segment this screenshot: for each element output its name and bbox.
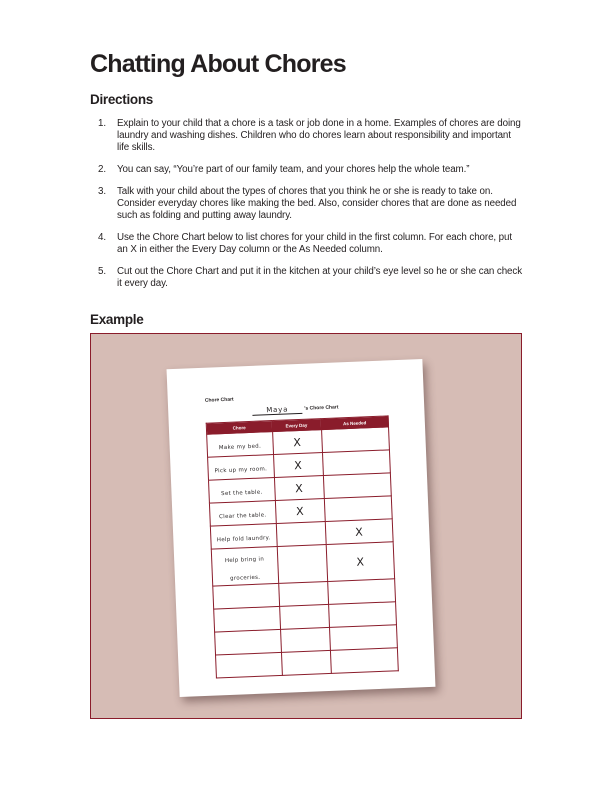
step-text: Explain to your child that a chore is a task or job done in a home. Examples of chores are doing laundry and washing dishes. Children who do chores learn about responsibility and important life skills. xyxy=(117,118,521,153)
every-day-cell xyxy=(273,453,323,478)
step-number: 2. xyxy=(98,164,106,175)
column-header-as-needed: As Needed xyxy=(321,416,389,430)
as-needed-cell xyxy=(322,450,390,476)
child-name: Maya xyxy=(252,405,302,416)
column-header-every-day: Every Day xyxy=(272,419,322,432)
as-needed-cell xyxy=(324,496,392,522)
example-heading: Example xyxy=(90,312,144,327)
sheet-title: Chore Chart xyxy=(204,396,234,404)
every-day-mark: X xyxy=(295,504,304,519)
directions-heading: Directions xyxy=(90,92,154,107)
chore-text: Make my bed. xyxy=(218,443,262,452)
as-needed-cell xyxy=(329,625,397,651)
directions-list xyxy=(90,118,522,300)
chore-text: Help bring in groceries. xyxy=(224,556,265,582)
chore-chart-sheet xyxy=(167,359,436,697)
chore-text: Clear the table. xyxy=(218,512,267,521)
as-needed-cell xyxy=(321,427,389,453)
direction-step xyxy=(90,232,522,256)
chore-text: Pick up my room. xyxy=(214,466,268,475)
every-day-cell xyxy=(272,430,322,455)
every-day-cell xyxy=(281,650,331,675)
every-day-cell xyxy=(278,581,328,606)
chore-cell xyxy=(214,606,280,632)
as-needed-cell xyxy=(323,473,391,499)
every-day-cell xyxy=(280,627,330,652)
step-text: Use the Chore Chart below to list chores for your child in the first column. For each chore, put an X in either the Every Day column or the As Needed column. xyxy=(117,232,512,255)
every-day-mark: X xyxy=(293,435,302,450)
as-needed-mark: X xyxy=(356,555,365,569)
every-day-mark: X xyxy=(294,481,304,496)
example-image xyxy=(90,333,522,719)
as-needed-cell xyxy=(326,542,395,582)
chore-chart-table xyxy=(206,415,399,678)
step-number: 4. xyxy=(98,232,106,243)
step-number: 1. xyxy=(98,118,106,129)
as-needed-cell xyxy=(330,648,398,674)
page-title: Chatting About Chores xyxy=(90,50,346,78)
child-name-line xyxy=(252,401,382,418)
chore-cell xyxy=(209,478,275,504)
as-needed-cell xyxy=(328,602,396,628)
chore-cell xyxy=(211,546,278,586)
chart-name-label: ’s Chore Chart xyxy=(304,404,339,412)
chore-cell xyxy=(209,501,275,527)
column-header-chore: Chore xyxy=(206,421,272,435)
chore-text: Help fold laundry. xyxy=(216,535,271,544)
direction-step xyxy=(90,164,522,176)
direction-step xyxy=(90,186,522,222)
every-day-cell xyxy=(275,499,325,524)
every-day-cell xyxy=(276,522,326,547)
every-day-mark: X xyxy=(294,458,303,473)
chore-text: Set the table. xyxy=(220,489,263,498)
every-day-cell xyxy=(279,604,329,629)
as-needed-cell xyxy=(327,579,395,605)
every-day-cell xyxy=(277,545,328,584)
chore-cell xyxy=(216,652,282,678)
step-number: 5. xyxy=(98,266,106,277)
every-day-cell xyxy=(274,476,324,501)
step-number: 3. xyxy=(98,186,106,197)
chore-cell xyxy=(207,432,273,458)
chore-cell xyxy=(210,524,276,550)
step-text: Cut out the Chore Chart and put it in the kitchen at your child’s eye level so he or she can check it every day. xyxy=(117,266,522,289)
as-needed-mark: X xyxy=(355,525,364,539)
direction-step xyxy=(90,118,522,154)
chore-cell xyxy=(213,583,279,609)
direction-step xyxy=(90,266,522,290)
chore-cell xyxy=(215,629,281,655)
as-needed-cell xyxy=(325,519,393,545)
step-text: You can say, “You’re part of our family team, and your chores help the whole team.” xyxy=(117,164,470,175)
chore-cell xyxy=(208,455,274,481)
step-text: Talk with your child about the types of chores that you think he or she is ready to take on. Consider everyday chores like making the bed. Also, consider chores that are done as needed such as folding and putting away laundry. xyxy=(117,186,517,221)
